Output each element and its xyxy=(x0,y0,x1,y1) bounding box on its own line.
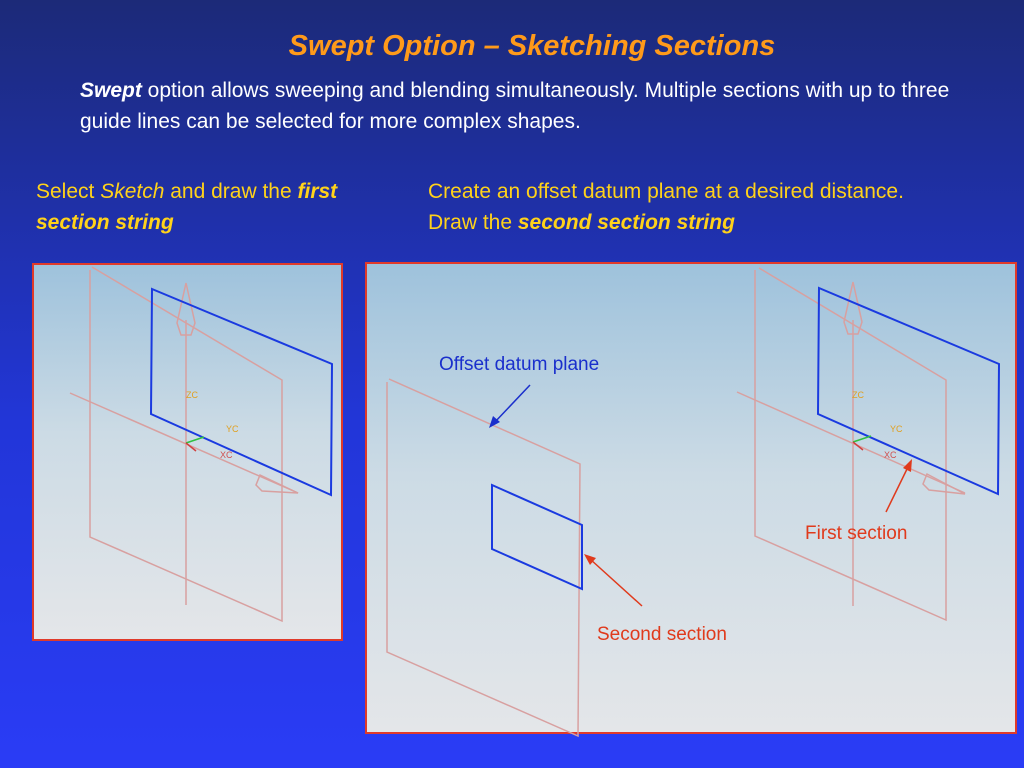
left-cad-view xyxy=(34,265,345,643)
right-caption-part1: Create an offset datum plane at a desired distance. Draw the xyxy=(428,180,904,234)
right-yc-label: YC xyxy=(890,424,903,434)
right-cad-view xyxy=(367,264,1019,736)
left-yc-label: YC xyxy=(226,424,239,434)
intro-emphasis: Swept xyxy=(80,79,142,102)
offset-plane-leader xyxy=(489,385,530,428)
second-section-leader xyxy=(584,554,642,606)
left-zc-label: ZC xyxy=(186,390,198,400)
left-caption-part1: Select xyxy=(36,180,101,203)
slide-title: Swept Option – Sketching Sections xyxy=(288,30,776,62)
intro-paragraph xyxy=(80,75,980,137)
intro-text: option allows sweeping and blending simultaneously. Multiple sections with up to three guide lines can be selected for more complex shapes. xyxy=(80,79,950,133)
right-view-panel xyxy=(365,262,1017,734)
left-yc-axis xyxy=(186,437,204,443)
right-zc-label: ZC xyxy=(852,390,864,400)
right-caption-second-section: second section string xyxy=(517,211,735,234)
left-caption xyxy=(36,176,366,238)
right-datum-plane-vertical xyxy=(755,268,946,620)
second-section-sketch xyxy=(492,485,582,589)
left-caption-part3: and draw the xyxy=(164,180,298,203)
right-datum-plane-horizontal xyxy=(737,392,965,493)
right-xc-axis xyxy=(853,442,863,450)
left-view-panel xyxy=(32,263,343,641)
left-caption-sketch: Sketch xyxy=(100,180,165,203)
offset-datum-plane xyxy=(387,379,580,736)
right-caption xyxy=(428,176,948,238)
left-datum-plane-horizontal xyxy=(70,393,298,493)
second-section-label: Second section xyxy=(597,624,727,645)
first-section-label: First section xyxy=(805,523,908,544)
right-xc-label: XC xyxy=(884,450,897,460)
first-section-leader xyxy=(886,459,912,512)
left-xc-label: XC xyxy=(220,450,233,460)
right-yc-axis xyxy=(853,436,871,442)
left-caption-first-section: first section string xyxy=(36,180,338,234)
offset-plane-label: Offset datum plane xyxy=(439,354,600,375)
